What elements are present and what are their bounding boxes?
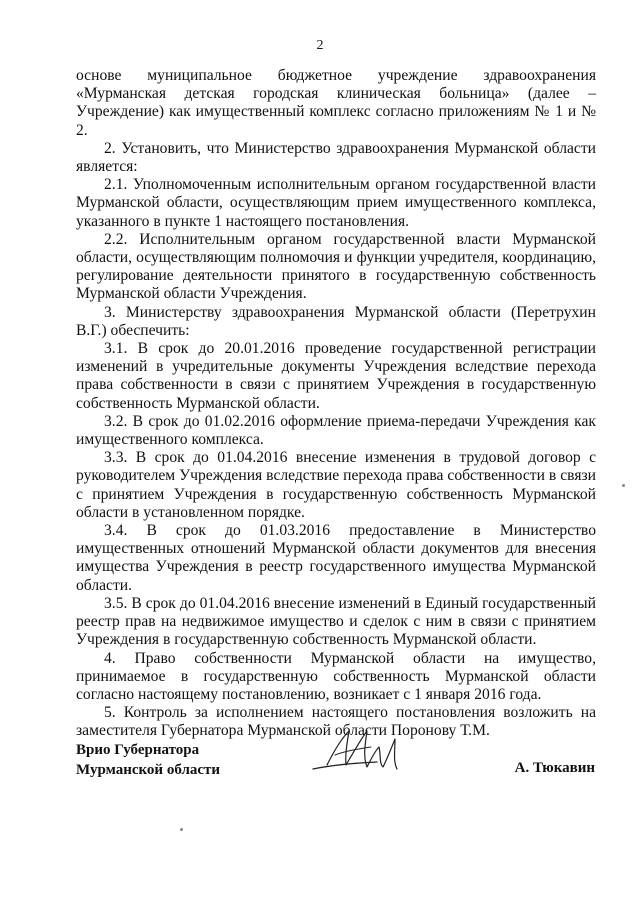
page-number: 2	[316, 38, 324, 53]
paragraph-intro-continuation: основе муниципальное бюджетное учреждение здравоохранения «Мурманская детская городская клиническая больница» (далее – Учреждение) как имущественный комплекс согласно приложениям № 1 и № 2.	[76, 67, 596, 139]
signatory-position	[76, 740, 220, 780]
paragraph-5: 5. Контроль за исполнением настоящего постановления возложить на заместителя Губернатора Мурманской области Поронову Т.М.	[76, 704, 596, 740]
signatory-position-line1: Врио Губернатора	[76, 742, 200, 758]
paragraph-3: 3. Министерству здравоохранения Мурманской области (Перетрухин В.Г.) обеспечить:	[76, 303, 596, 339]
paragraph-4: 4. Право собственности Мурманской области на имущество, принимаемое в государственную собственность Мурманской области согласно настоящему постановлению, возникает с 1 января 2016 года.	[76, 649, 596, 703]
document-body	[76, 67, 596, 741]
scan-speck	[180, 828, 183, 831]
handwritten-signature	[305, 725, 415, 780]
signatory-position-line2: Мурманской области	[76, 762, 221, 778]
paragraph-3-3: 3.3. В срок до 01.04.2016 внесение изменения в трудовой договор с руководителем Учреждения вследствие перехода права собственности в связи с принятием Учреждения в государственную собственность Мурманской области в установленном порядке.	[76, 449, 596, 521]
paragraph-2: 2. Установить, что Министерство здравоохранения Мурманской области является:	[76, 139, 596, 176]
paragraph-3-2: 3.2. В срок до 01.02.2016 оформление приема-передачи Учреждения как имущественного комплекса.	[76, 412, 596, 449]
paragraph-3-4: 3.4. В срок до 01.03.2016 предоставление в Министерство имущественных отношений Мурманской области документов для внесения имущества Учреждения в реестр государственного имущества Мурманской области.	[76, 522, 596, 594]
paragraph-3-1: 3.1. В срок до 20.01.2016 проведение государственной регистрации изменений в учредительные документы Учреждения вследствие перехода права собственности в связи с принятием Учреждения в государственную собственность Мурманской области.	[76, 340, 596, 412]
paragraph-2-2: 2.2. Исполнительным органом государственной власти Мурманской области, осуществляющим полномочия и функции учредителя, координацию, регулирование деятельности принятого в государственную собственность Мурманской области Учреждения.	[76, 230, 596, 303]
scan-speck	[622, 484, 625, 487]
signatory-name: А. Тюкавин	[514, 760, 595, 776]
paragraph-2-1: 2.1. Уполномоченным исполнительным органом государственной власти Мурманской области, осуществляющим прием имущественного комплекса, указанного в пункте 1 настоящего постановления.	[76, 176, 596, 230]
paragraph-3-5: 3.5. В срок до 01.04.2016 внесение изменений в Единый государственный реестр прав на недвижимое имущество и сделок с ним в связи с принятием Учреждения в государственную собственность Мурманской области.	[76, 594, 596, 649]
